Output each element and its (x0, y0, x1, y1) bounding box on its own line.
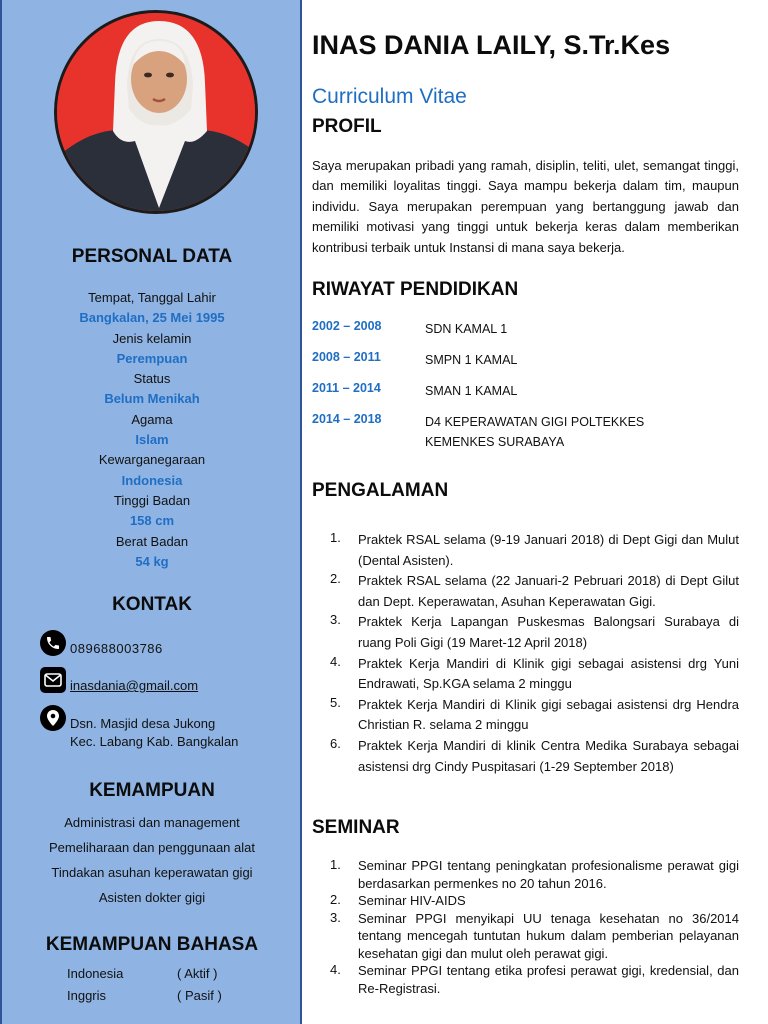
sidebar (0, 0, 302, 1024)
experience-list (330, 530, 739, 777)
education-row (312, 319, 725, 339)
portrait-illustration (57, 13, 258, 214)
field-value: 54 kg (135, 553, 169, 569)
language-level: ( Aktif ) (177, 966, 218, 981)
list-text: Seminar PPGI tentang etika profesi perawat gigi, kredensial, dan Re-Registrasi. (358, 963, 739, 996)
mail-icon (40, 667, 66, 693)
list-item (330, 857, 739, 892)
skill-item: Tindakan asuhan keperawatan gigi (51, 865, 253, 880)
list-text: Praktek Kerja Lapangan Puskesmas Balongsari Surabaya di ruang Poli Gigi (19 Maret-12 April 2018) (358, 614, 739, 650)
list-item (330, 695, 739, 736)
education-row (312, 412, 675, 452)
profile-heading: PROFIL (312, 116, 382, 137)
list-text: Praktek Kerja Mandiri di Klinik gigi sebagai asistensi drg Yuni Endrawati, Sp.KGA selama 2 minggu (358, 655, 739, 692)
education-row (312, 381, 725, 401)
education-years: 2008 – 2011 (312, 350, 381, 364)
address-line-1: Dsn. Masjid desa Jukong (70, 716, 216, 731)
list-item (330, 736, 739, 777)
field-value: Indonesia (121, 472, 183, 488)
field-value: Perempuan (116, 350, 188, 366)
list-number: 2. (330, 571, 341, 587)
list-number: 2. (330, 892, 341, 907)
field-label: Tempat, Tanggal Lahir (88, 290, 216, 305)
candidate-name: INAS DANIA LAILY, S.Tr.Kes (312, 30, 671, 60)
education-years: 2014 – 2018 (312, 412, 382, 426)
education-school: SDN KAMAL 1 (425, 322, 508, 336)
skill-item: Administrasi dan management (64, 815, 240, 830)
field-label: Status (133, 371, 171, 387)
list-number: 4. (330, 653, 341, 669)
list-item (330, 530, 739, 571)
language-name: Inggris (67, 988, 107, 1003)
list-text: Seminar PPGI tentang peningkatan profesionalisme perawat gigi berdasarkan permenkes no 20 tahun 2016. (358, 858, 739, 891)
contact-email (40, 667, 198, 695)
education-heading: RIWAYAT PENDIDIKAN (312, 279, 519, 300)
field-label: Kewarganegaraan (98, 452, 206, 468)
contact-address (40, 705, 238, 751)
list-text: Praktek RSAL selama (9-19 Januari 2018) di Dept Gigi dan Mulut (Dental Asisten). (358, 532, 739, 568)
list-number: 4. (330, 962, 341, 977)
education-row (312, 350, 725, 370)
seminar-heading: SEMINAR (312, 817, 400, 838)
languages-heading: KEMAMPUAN BAHASA (45, 934, 259, 955)
list-item (330, 962, 739, 997)
list-number: 1. (330, 857, 341, 872)
language-row (67, 966, 217, 981)
profile-photo (54, 10, 258, 214)
list-text: Praktek Kerja Mandiri di Klinik gigi sebagai asistensi drg Hendra Christian R. selama 2 minggu (358, 696, 739, 733)
skills-list (2, 810, 302, 910)
list-number: 5. (330, 694, 341, 710)
skill-item: Pemeliharaan dan penggunaan alat (48, 840, 255, 855)
skills-heading: KEMAMPUAN (89, 780, 215, 801)
contact-phone (40, 630, 163, 658)
education-school: SMAN 1 KAMAL (425, 384, 518, 398)
field-label: Agama (131, 411, 173, 427)
list-number: 1. (330, 530, 341, 545)
personal-data-list (2, 288, 302, 572)
language-name: Indonesia (67, 966, 124, 981)
list-text: Seminar PPGI menyikapi UU tenaga kesehatan no 36/2014 tentang mencegah tuntutan hukum dalam pemberian pelayanan kesehatan gigi dan mulut oleh perawat gigi. (358, 910, 739, 961)
field-value: Belum Menikah (104, 391, 200, 407)
education-years: 2002 – 2008 (312, 319, 382, 333)
education-years: 2011 – 2014 (312, 381, 381, 395)
list-item (330, 654, 739, 695)
skill-item: Asisten dokter gigi (98, 890, 206, 905)
phone-number[interactable]: 089688003786 (70, 641, 163, 656)
education-school: D4 KEPERAWATAN GIGI POLTEKKES KEMENKES SURABAYA (425, 415, 645, 449)
language-level: ( Pasif ) (177, 988, 222, 1003)
field-value: Bangkalan, 25 Mei 1995 (79, 310, 225, 326)
field-label: Berat Badan (115, 533, 189, 549)
list-text: Seminar HIV-AIDS (358, 893, 466, 908)
field-label: Tinggi Badan (113, 492, 191, 508)
list-text: Praktek RSAL selama (22 Januari-2 Pebruari 2018) di Dept Gilut dan Dept. Keperawatan, Asuhan Keperawatan Gigi. (358, 573, 739, 609)
list-text: Praktek Kerja Mandiri di klinik Centra Medika Surabaya sebagai asistensi drg Cindy Puspitasari (1-29 September 2018) (358, 737, 739, 774)
field-label: Jenis kelamin (112, 330, 192, 346)
personal-data-heading: PERSONAL DATA (71, 246, 233, 267)
list-number: 3. (330, 909, 341, 925)
list-number: 6. (330, 735, 341, 751)
address-line-2: Kec. Labang Kab. Bangkalan (70, 734, 239, 749)
experience-heading: PENGALAMAN (312, 480, 449, 501)
list-item (330, 892, 739, 910)
profile-text: Saya merupakan pribadi yang ramah, disiplin, teliti, ulet, semangat tinggi, dan memiliki loyalitas tinggi. Saya mampu bekerja dalam tim, maupun individu. Saya merupakan perempuan yang bertanggung jawab dan memiliki motivasi yang tinggi untuk bekerja keras dalam memberikan kontribusi terbaik untuk Instansi di mana saya bekerja. (312, 158, 739, 255)
field-value: Islam (135, 432, 169, 448)
list-item (330, 612, 739, 653)
list-item (330, 910, 739, 963)
contact-heading: KONTAK (112, 594, 192, 615)
field-value: 158 cm (129, 513, 175, 529)
location-pin-icon (40, 705, 66, 731)
document-subtitle: Curriculum Vitae (312, 85, 467, 108)
list-number: 3. (330, 612, 341, 628)
list-item (330, 571, 739, 612)
phone-icon (40, 630, 66, 656)
education-school: SMPN 1 KAMAL (425, 353, 518, 367)
email-link[interactable]: inasdania@gmail.com (70, 678, 199, 693)
seminar-list (330, 857, 739, 997)
language-row (67, 988, 222, 1003)
